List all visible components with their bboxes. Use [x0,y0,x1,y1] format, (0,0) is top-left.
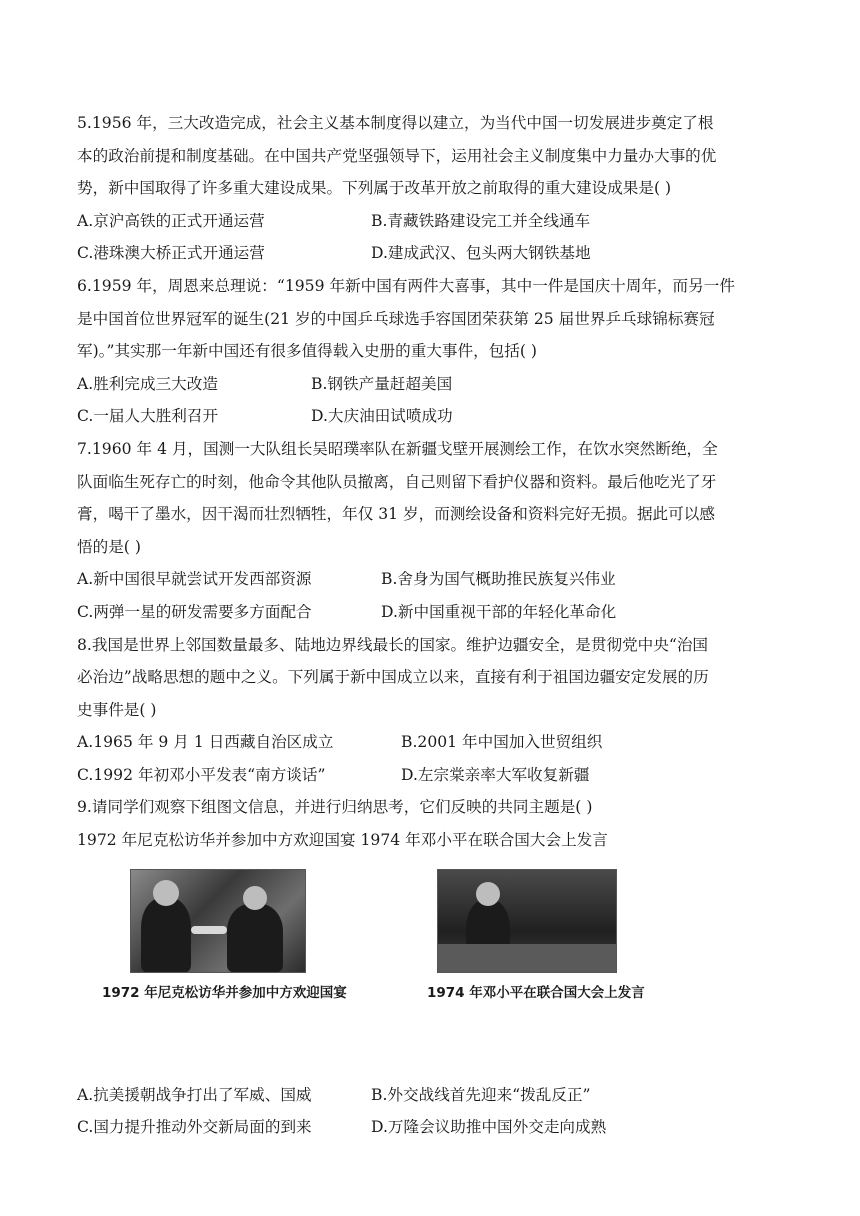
option-c[interactable]: C.一届人大胜利召开 [77,407,219,426]
figure-silhouette [141,898,191,972]
caption-line: 1972 年尼克松访华并参加中方欢迎国宴 1974 年邓小平在联合国大会上发言 [77,831,608,850]
figure-head [153,880,179,906]
question-stem-line: 本的政治前提和制度基础。在中国共产党坚强领导下，运用社会主义制度集中力量办大事的优 [77,146,717,165]
question-stem-line: 6.1959 年，周恩来总理说：“1959 年新中国有两件大喜事，其中一件是国庆十周年，而另一件 [77,276,735,295]
option-d[interactable]: D.万隆会议助推中国外交走向成熟 [371,1118,607,1137]
question-stem-line: 势，新中国取得了许多重大建设成果。下列属于改革开放之前取得的重大建设成果是( ) [77,179,672,198]
figure-head [476,882,500,906]
question-stem-line: 悟的是( ) [77,537,141,556]
photo-nixon-block [102,869,347,1001]
option-b[interactable]: B.外交战线首先迎来“拨乱反正” [371,1085,591,1104]
option-c[interactable]: C.港珠澳大桥正式开通运营 [77,244,265,263]
option-c[interactable]: C.国力提升推动外交新局面的到来 [77,1118,312,1137]
question-stem-line: 必治边”战略思想的题中之义。下列属于新中国成立以来，直接有利于祖国边疆安定发展的历 [77,668,709,687]
option-b[interactable]: B.舍身为国气概助推民族复兴伟业 [381,570,616,589]
figure-silhouette [227,904,283,972]
option-a[interactable]: A.抗美援朝战争打出了军威、国威 [77,1085,312,1104]
option-d[interactable]: D.大庆油田试喷成功 [311,407,453,426]
option-b[interactable]: B.2001 年中国加入世贸组织 [401,733,603,752]
question-stem-line: 5.1956 年，三大改造完成，社会主义基本制度得以建立，为当代中国一切发展进步奠定了根 [77,114,714,132]
question-9 [77,791,787,1143]
question-5 [77,107,787,270]
option-d[interactable]: D.左宗棠亲率大军收复新疆 [401,765,590,784]
question-stem-line: 9.请同学们观察下组图文信息，并进行归纳思考，它们反映的共同主题是( ) [77,798,593,817]
option-row [77,596,787,629]
figure-head [243,886,267,910]
option-row [77,237,787,270]
toast-glasses [191,926,227,934]
photo-row [77,859,787,1079]
question-7 [77,433,787,629]
question-6 [77,270,787,433]
option-row [77,400,787,433]
question-stem-line: 7.1960 年 4 月，国测一大队组长吴昭璞率队在新疆戈壁开展测绘工作，在饮水突然断绝，全 [77,439,718,458]
question-list [77,107,787,1144]
question-stem-line: 队面临生死存亡的时刻，他命令其他队员撤离，自己则留下看护仪器和资料。最后他吃光了牙 [77,472,717,491]
photo-deng-un-speech [437,869,617,973]
option-a[interactable]: A.胜利完成三大改造 [77,374,218,393]
podium [438,944,616,972]
question-stem-line: 是中国首位世界冠军的诞生(21 岁的中国乒乓球选手容国团荣获第 25 届世界乒乓球锦标赛冠 [77,309,715,328]
option-a[interactable]: A.1965 年 9 月 1 日西藏自治区成立 [77,733,334,752]
photo-deng-block [427,869,645,1001]
option-b[interactable]: B.青藏铁路建设完工并全线通车 [371,211,591,230]
option-row [77,205,787,238]
option-d[interactable]: D.建成武汉、包头两大钢铁基地 [371,244,591,263]
option-row [77,1111,787,1144]
option-b[interactable]: B.钢铁产量赶超美国 [311,374,453,393]
question-stem-line: 军)。”其实那一年新中国还有很多值得载入史册的重大事件，包括( ) [77,342,538,361]
question-stem-line: 膏，喝干了墨水，因干渴而壮烈牺牲，年仅 31 岁，而测绘设备和资料完好无损。据此可以感 [77,505,715,524]
question-stem-line: 史事件是( ) [77,700,157,719]
option-row [77,759,787,792]
photo-caption: 1974 年邓小平在联合国大会上发言 [427,984,645,1001]
option-row [77,1079,787,1112]
option-a[interactable]: A.新中国很早就尝试开发西部资源 [77,570,312,589]
question-8 [77,629,787,792]
option-c[interactable]: C.1992 年初邓小平发表“南方谈话” [77,765,326,784]
question-stem-line: 8.我国是世界上邻国数量最多、陆地边界线最长的国家。维护边疆安全，是贯彻党中央“治国 [77,635,709,654]
option-d[interactable]: D.新中国重视干部的年轻化革命化 [381,602,617,621]
option-a[interactable]: A.京沪高铁的正式开通运营 [77,211,265,230]
photo-nixon-banquet [130,869,306,973]
photo-caption: 1972 年尼克松访华并参加中方欢迎国宴 [102,984,347,1001]
option-row [77,563,787,596]
option-row [77,726,787,759]
option-row [77,368,787,401]
option-c[interactable]: C.两弹一星的研发需要多方面配合 [77,602,312,621]
